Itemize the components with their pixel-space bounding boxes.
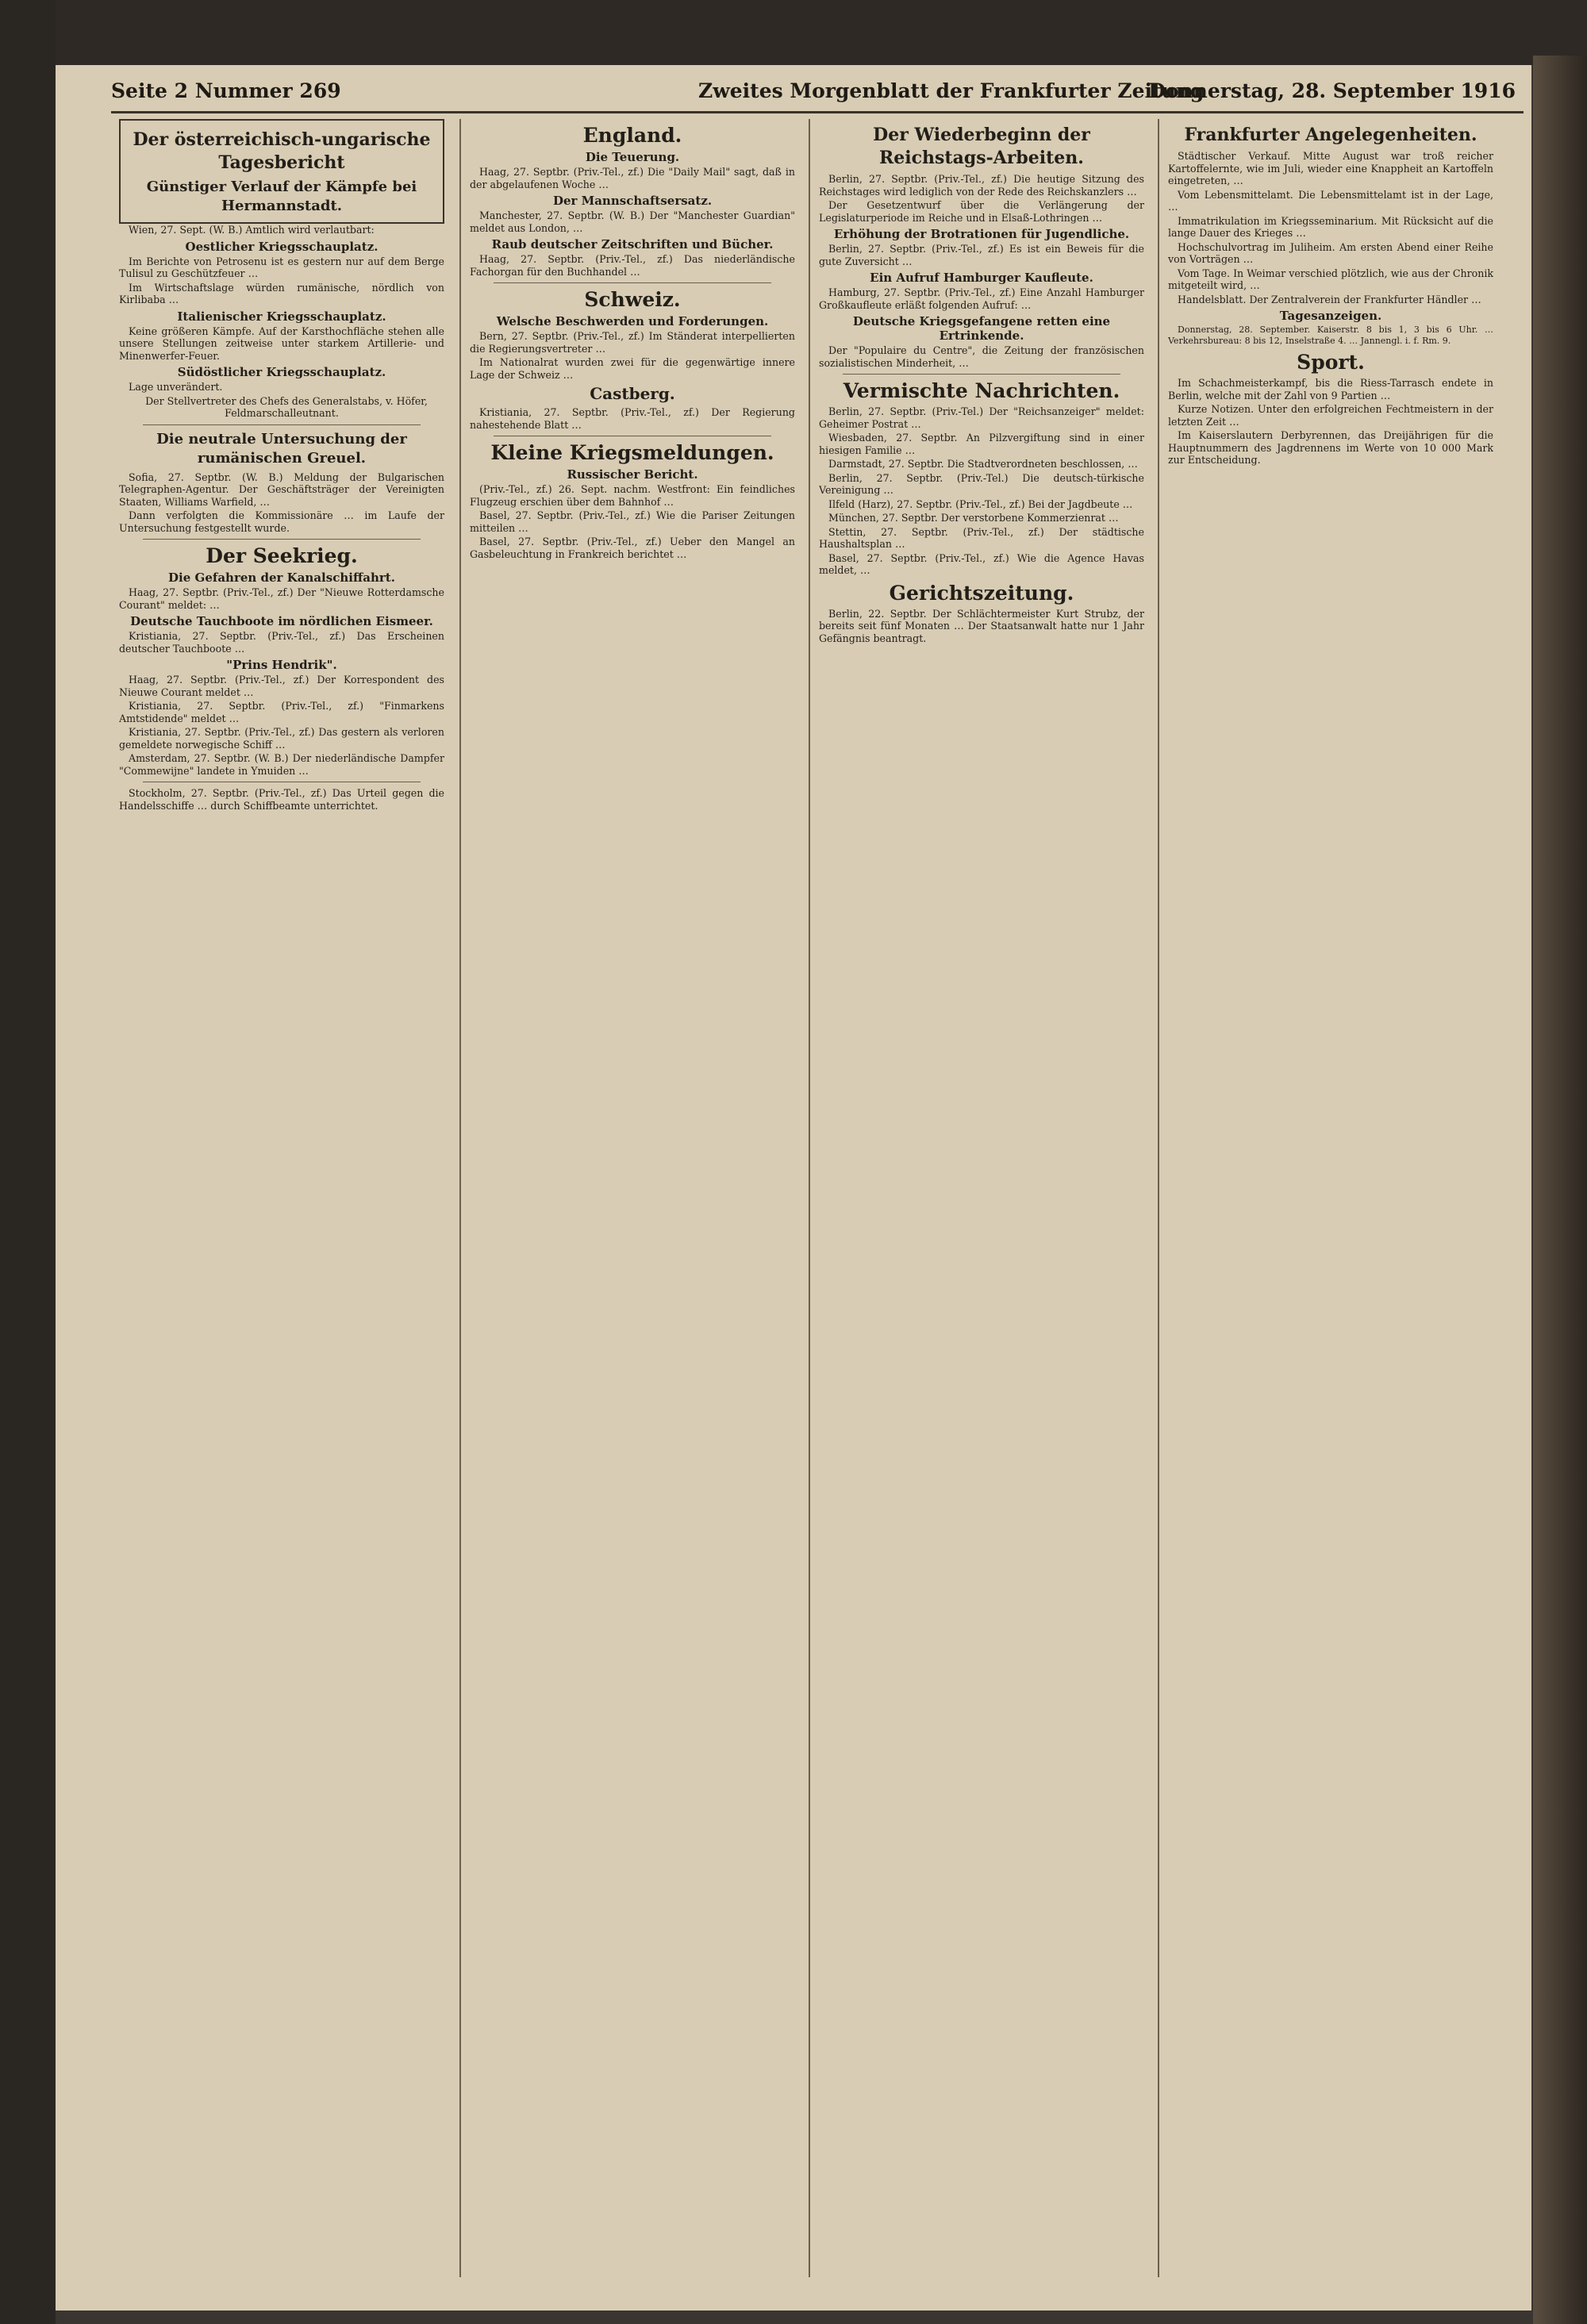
section-heading: Tagesanzeigen. — [1279, 309, 1382, 323]
article-text: Im Berichte von Petrosenu ist es gestern nur auf dem Berge Tulisul zu Geschützfeuer … — [119, 255, 444, 279]
article-text: Vom Lebensmittelamt. Die Lebensmittelamt ist in der Lage, … — [1168, 188, 1493, 213]
article-text: Berlin, 22. Septbr. Der Schlächtermeister Kurt Strubz, der bereits seit fünf Monaten … Der Staatsanwalt hatte nur 1 Jahr Gefängnis beantragt. — [819, 607, 1144, 644]
article-text: Handelsblatt. Der Zentralverein der Frankfurter Händler … — [1178, 293, 1481, 305]
headline: Vermischte Nachrichten. — [843, 379, 1120, 402]
subheadline: Russischer Bericht. — [567, 467, 698, 482]
article-text: Haag, 27. Septbr. (Priv.-Tel., zf.) Die "Daily Mail" sagt, daß in der abgelaufenen Woche … — [470, 166, 795, 190]
article-text: Im Nationalrat wurden zwei für die gegenwärtige innere Lage der Schweiz … — [470, 356, 795, 381]
section-heading: Der Mannschaftsersatz. — [552, 194, 713, 208]
article-text: Berlin, 27. Septbr. (Priv.-Tel., zf.) Es ist ein Beweis für die gute Zuversicht … — [819, 243, 1144, 267]
subheadline: Die Teuerung. — [585, 150, 680, 164]
page-number: Seite 2 Nummer 269 — [111, 79, 341, 102]
headline: Kleine Kriegsmeldungen. — [490, 441, 774, 464]
article-text: Sofia, 27. Septbr. (W. B.) Meldung der Bulgarischen Telegraphen-Agentur. Der Geschäftsträger der Vereinigten Staaten, Williams Warfield, … — [119, 471, 444, 508]
article-text: Basel, 27. Septbr. (Priv.-Tel., zf.) Ueber den Mangel an Gasbeleuchtung in Frankreich berichtet … — [470, 536, 795, 560]
masthead-rule — [111, 111, 1524, 113]
article-text: Berlin, 27. Septbr. (Priv.-Tel., zf.) Die heutige Sitzung des Reichstages wird lediglich von der Rede des Reichskanzlers … — [819, 173, 1144, 198]
article-text: Haag, 27. Septbr. (Priv.-Tel., zf.) Das niederländische Fachorgan für den Buchhandel … — [470, 253, 795, 278]
section-heading: Ein Aufruf Hamburger Kaufleute. — [870, 271, 1093, 285]
article-text: Lage unverändert. — [129, 381, 223, 393]
listings-text: Donnerstag, 28. September. Kaiserstr. 8 bis 1, 3 bis 6 Uhr. … Verkehrsbureau: 8 bis 12, Inselstraße 4. … Jannengl. i. f. Rm. 9. — [1168, 325, 1493, 346]
newspaper-title: Zweites Morgenblatt der Frankfurter Zeitung — [698, 79, 1205, 102]
article-text: Vom Tage. In Weimar verschied plötzlich, wie aus der Chronik mitgeteilt wird, … — [1168, 267, 1493, 291]
article-text: Kristiania, 27. Septbr. (Priv.-Tel., zf.) "Finmarkens Amtstidende" meldet … — [119, 700, 444, 724]
section-heading: Südöstlicher Kriegsschauplatz. — [177, 365, 386, 379]
section-heading: Oestlicher Kriegsschauplatz. — [185, 239, 378, 254]
separator — [143, 539, 421, 540]
headline: Frankfurter Angelegenheiten. — [1184, 125, 1477, 145]
section-heading: Deutsche Kriegsgefangene retten eine Ertrinkende. — [852, 314, 1111, 343]
article-text: Keine größeren Kämpfe. Auf der Karsthochfläche stehen alle unsere Stellungen zeitweise unter starkem Artillerie- und Minenwerfer-Feuer. — [119, 325, 444, 362]
scan-left-border — [0, 0, 56, 2324]
headline: Der Wiederbeginn der Reichstags-Arbeiten. — [873, 125, 1090, 168]
article-text: Darmstadt, 27. Septbr. Die Stadtverordneten beschlossen, … — [828, 458, 1138, 470]
article-text: Bern, 27. Septbr. (Priv.-Tel., zf.) Im Ständerat interpellierten die Regierungsvertreter … — [470, 330, 795, 355]
austrian-report-box — [119, 119, 444, 224]
column-4 — [1168, 119, 1493, 2277]
article-text: Kristiania, 27. Septbr. (Priv.-Tel., zf.) Das gestern als verloren gemeldete norwegische Schiff … — [119, 726, 444, 751]
article-signature: Der Stellvertreter des Chefs des Generalstabs, v. Höfer, Feldmarschalleutnant. — [145, 394, 428, 419]
article-text: Amsterdam, 27. Septbr. (W. B.) Der niederländische Dampfer "Commewijne" landete in Ymuiden … — [119, 752, 444, 777]
issue-date: Donnerstag, 28. September 1916 — [1148, 79, 1516, 102]
article-text: Wiesbaden, 27. Septbr. An Pilzvergiftung sind in einer hiesigen Familie … — [819, 432, 1144, 456]
article-text: Manchester, 27. Septbr. (W. B.) Der "Manchester Guardian" meldet aus London, … — [470, 209, 795, 234]
book-binding — [1533, 56, 1587, 2324]
subheadline: Die Gefahren der Kanalschiffahrt. — [168, 570, 395, 585]
headline: Castberg. — [590, 384, 675, 403]
article-text: Wien, 27. Sept. (W. B.) Amtlich wird verlautbart: — [129, 224, 375, 236]
column-2 — [470, 119, 795, 2277]
article-text: Kristiania, 27. Septbr. (Priv.-Tel., zf.) Das Erscheinen deutscher Tauchboote … — [119, 630, 444, 655]
headline: England. — [582, 124, 682, 147]
article-text: Berlin, 27. Septbr. (Priv.-Tel.) Der "Reichsanzeiger" meldet: Geheimer Postrat … — [819, 405, 1144, 430]
article-text: Hochschulvortrag im Juliheim. Am ersten Abend einer Reihe von Vorträgen … — [1168, 240, 1493, 265]
article-text: Haag, 27. Septbr. (Priv.-Tel., zf.) Der Korrespondent des Nieuwe Courant meldet … — [119, 674, 444, 698]
section-heading: Erhöhung der Brotrationen für Jugendliche. — [833, 227, 1130, 241]
separator — [143, 424, 421, 425]
article-text: Ilfeld (Harz), 27. Septbr. (Priv.-Tel., zf.) Bei der Jagdbeute … — [828, 497, 1133, 510]
section-heading: "Prins Hendrik". — [226, 658, 337, 672]
article-text: Im Kaiserslautern Derbyrennen, das Dreijährigen für die Hauptnummern des Jagdrennens im Werte von 10 000 Mark zur Entscheidung. — [1168, 429, 1493, 466]
article-text: Der Gesetzentwurf über die Verlängerung der Legislaturperiode im Reiche und in Elsaß-Lothringen … — [819, 199, 1144, 224]
article-text: Immatrikulation im Kriegsseminarium. Mit Rücksicht auf die lange Dauer des Krieges … — [1168, 214, 1493, 239]
column-divider — [459, 119, 461, 2277]
article-text: Basel, 27. Septbr. (Priv.-Tel., zf.) Wie die Pariser Zeitungen mitteilen … — [470, 509, 795, 534]
column-3 — [819, 119, 1144, 2277]
article-text: Basel, 27. Septbr. (Priv.-Tel., zf.) Wie die Agence Havas meldet, … — [819, 551, 1144, 576]
headline: Gerichtszeitung. — [889, 581, 1074, 605]
article-text: Haag, 27. Septbr. (Priv.-Tel., zf.) Der "Nieuwe Rotterdamsche Courant" meldet: … — [119, 586, 444, 611]
column-divider — [809, 119, 810, 2277]
article-text: Stockholm, 27. Septbr. (Priv.-Tel., zf.) Das Urteil gegen die Handelsschiffe … durch Schiffbeamte unterrichtet. — [119, 787, 444, 812]
article-text: Dann verfolgten die Kommissionäre … im Laufe der Untersuchung festgestellt wurde. — [119, 509, 444, 534]
scan-top-border — [0, 0, 1587, 65]
subheadline: Welsche Beschwerden und Forderungen. — [496, 314, 769, 328]
headline: Sport. — [1297, 351, 1365, 374]
article-text: Im Wirtschaftslage würden rumänische, nördlich von Kirlibaba … — [119, 281, 444, 305]
article-text: München, 27. Septbr. Der verstorbene Kommerzienrat … — [828, 512, 1119, 524]
column-1 — [119, 119, 444, 2277]
section-heading: Deutsche Tauchboote im nördlichen Eismeer. — [130, 614, 433, 628]
article-text: (Priv.-Tel., zf.) 26. Sept. nachm. Westfront: Ein feindliches Flugzeug erschien über dem Bahnhof … — [470, 483, 795, 508]
section-heading: Raub deutscher Zeitschriften und Bücher. — [491, 237, 774, 252]
article-text: Stettin, 27. Septbr. (Priv.-Tel., zf.) Der städtische Haushaltsplan … — [819, 525, 1144, 550]
headline: Schweiz. — [584, 288, 681, 311]
headline: Der Seekrieg. — [206, 544, 358, 567]
column-divider — [1158, 119, 1159, 2277]
article-text: Im Schachmeisterkampf, bis die Riess-Tarrasch endete in Berlin, welche mit der Zahl von 9 Partien … — [1168, 377, 1493, 401]
subheadline: Günstiger Verlauf der Kämpfe bei Hermannstadt. — [146, 179, 417, 214]
headline: Die neutrale Untersuchung der rumänischen Greuel. — [156, 430, 407, 467]
separator — [843, 374, 1120, 375]
article-text: Kurze Notizen. Unter den erfolgreichen Fechtmeistern in der letzten Zeit … — [1168, 403, 1493, 428]
article-text: Kristiania, 27. Septbr. (Priv.-Tel., zf.) Der Regierung nahestehende Blatt … — [470, 406, 795, 431]
separator — [494, 282, 771, 283]
article-text: Städtischer Verkauf. Mitte August war troß reicher Kartoffelernte, wie im Juli, wieder eine Knappheit an Kartoffeln eingetreten, … — [1168, 150, 1493, 186]
masthead — [111, 79, 1516, 111]
headline: Der österreichisch-ungarische Tagesbericht — [133, 129, 431, 173]
section-heading: Italienischer Kriegsschauplatz. — [177, 309, 386, 324]
article-text: Hamburg, 27. Septbr. (Priv.-Tel., zf.) Eine Anzahl Hamburger Großkaufleute erläßt folgenden Aufruf: … — [819, 286, 1144, 311]
article-text: Berlin, 27. Septbr. (Priv.-Tel.) Die deutsch-türkische Vereinigung … — [819, 471, 1144, 496]
article-text: Der "Populaire du Centre", die Zeitung der französischen sozialistischen Minderheit, … — [819, 344, 1144, 369]
